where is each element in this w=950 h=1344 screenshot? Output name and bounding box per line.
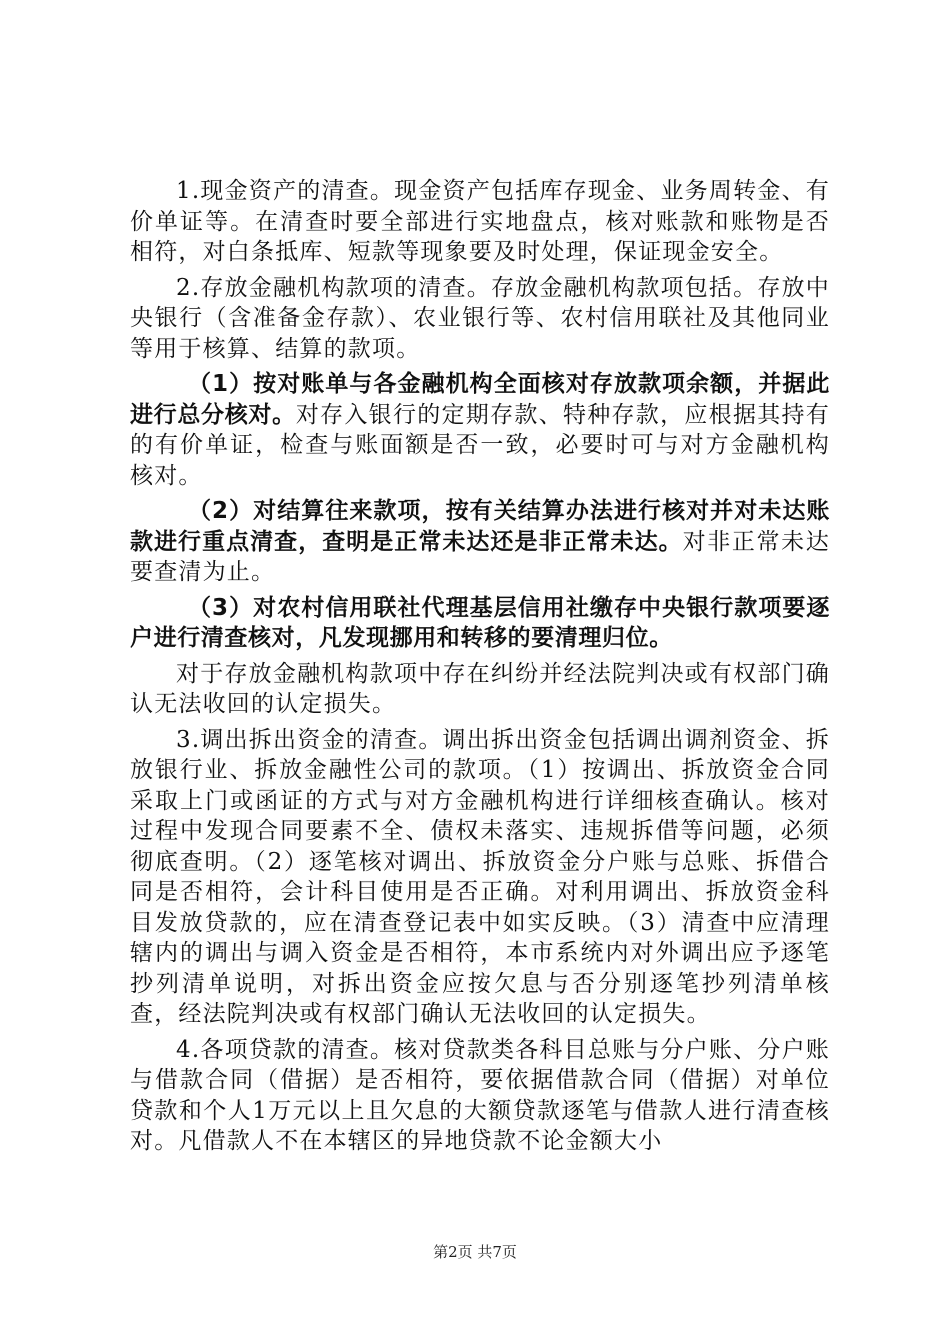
paragraph-text: 1.现金资产的清查。现金资产包括库存现金、业务周转金、有价单证等。在清查时要全部进行实地盘点，核对账款和账物是否相符，对白条抵库、短款等现象要及时处理，保证现金安全。 <box>130 178 830 265</box>
document-body <box>130 176 830 1157</box>
paragraph-item-3 <box>130 593 830 654</box>
paragraph-item-1 <box>130 369 830 491</box>
paragraph-lent-funds <box>130 725 830 1030</box>
page-footer: 第2页 共7页 <box>433 1243 517 1261</box>
paragraph-text: 4.各项贷款的清查。核对贷款类各科目总账与分户账、分户账与借款合同（借据）是否相符，要依据借款合同（借据）对单位贷款和个人1万元以上且欠息的大额贷款逐笔与借款人进行清查核对。凡借款人不在本辖区的异地贷款不论金额大小 <box>130 1036 830 1154</box>
paragraph-item-2 <box>130 496 830 588</box>
paragraph-text: 3.调出拆出资金的清查。调出拆出资金包括调出调剂资金、拆放银行业、拆放金融性公司的款项。（1）按调出、拆放资金合同采取上门或函证的方式与对方金融机构进行详细核查确认。核对过程中发现合同要素不全、债权未落实、违规拆借等问题，必须彻底查明。（2）逐笔核对调出、拆放资金分户账与总账、拆借合同是否相符，会计科目使用是否正确。对利用调出、拆放资金科目发放贷款的，应在清查登记表中如实反映。（3）清查中应清理辖内的调出与调入资金是否相符，本市系统内对外调出应予逐笔抄列清单说明，对拆出资金应按欠息与否分别逐笔抄列清单核查，经法院判决或有权部门确认无法收回的认定损失。 <box>130 726 830 1027</box>
paragraph-text: 2.存放金融机构款项的清查。存放金融机构款项包括。存放中央银行（含准备金存款）、农业银行等、农村信用联社及其他同业等用于核算、结算的款项。 <box>130 274 830 362</box>
paragraph-cash-assets <box>130 176 830 268</box>
paragraph-text: 对存入银行的定期存款、特种存款，应根据其持有的有价单证，检查与账面额是否一致，必要时可与对方金融机构核对。 <box>130 401 831 489</box>
paragraph-text: 对非正常未达要查清为止。 <box>130 528 830 585</box>
paragraph-loans <box>130 1035 830 1157</box>
paragraph-bold-text: （3）对农村信用联社代理基层信用社缴存中央银行款项要逐户进行清查核对，凡发现挪用和转移的要清理归位。 <box>130 594 830 651</box>
paragraph-bold-text: （1）按对账单与各金融机构全面核对存放款项余额，并据此进行总分核对。 <box>130 371 830 428</box>
paragraph-deposits-financial-institutions <box>130 273 830 365</box>
paragraph-bold-text: （2）对结算往来款项，按有关结算办法进行核对并对未达账款进行重点清查，查明是正常未达还是非正常未达。 <box>130 498 830 555</box>
paragraph-loss-recognition <box>130 659 830 720</box>
paragraph-text: 对于存放金融机构款项中存在纠纷并经法院判决或有权部门确认无法收回的认定损失。 <box>130 660 830 717</box>
